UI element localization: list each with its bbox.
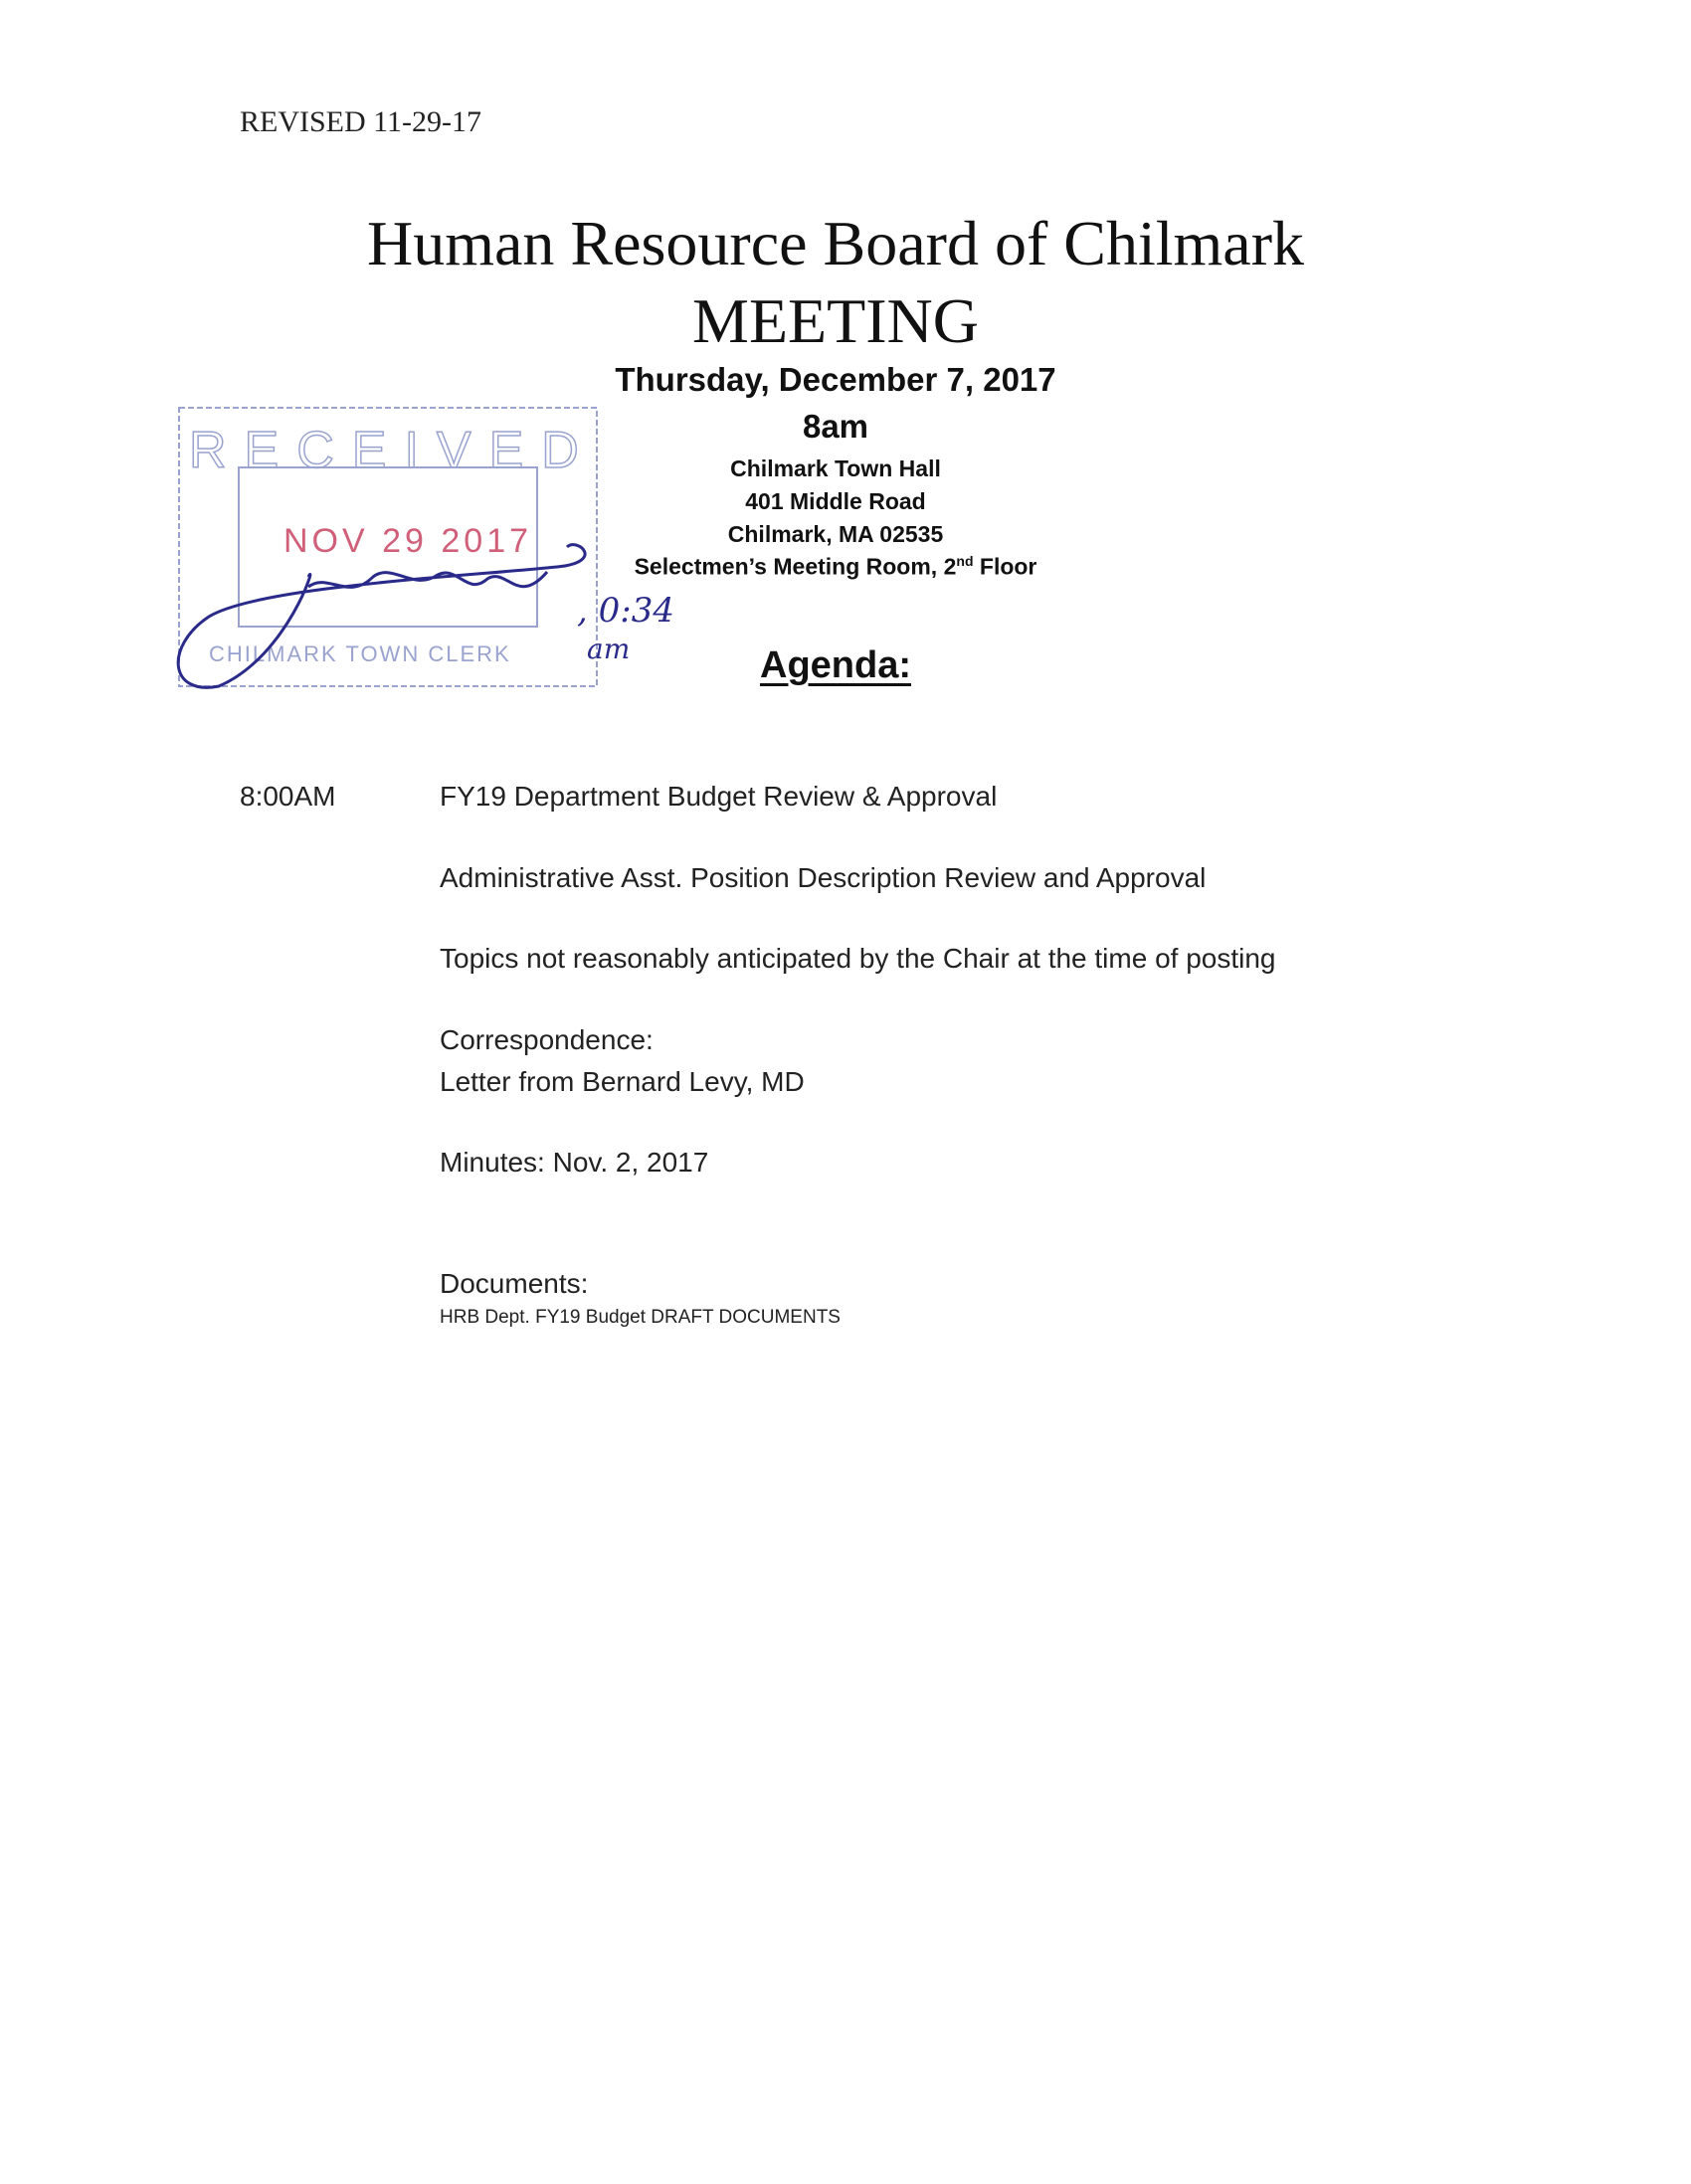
address-line-1: Chilmark Town Hall: [730, 455, 941, 481]
handwritten-time: , 0:34: [577, 591, 674, 631]
meeting-room-suffix: Floor: [973, 553, 1037, 580]
agenda-item: Letter from Bernard Levy, MD: [440, 1066, 805, 1097]
meeting-time: 8am: [802, 408, 869, 445]
agenda-item: Documents:: [440, 1268, 589, 1299]
stamp-clerk-text: CHILMARK TOWN CLERK: [209, 641, 511, 666]
agenda-item: Topics not reasonably anticipated by the Chair at the time of posting: [440, 943, 1276, 974]
meeting-room-ordinal: nd: [956, 553, 974, 569]
stamp-date-text: NOV 29 2017: [283, 522, 533, 560]
handwritten-am: am: [587, 633, 631, 665]
page-subtitle: MEETING: [692, 285, 979, 356]
revised-date: REVISED 11-29-17: [240, 105, 482, 138]
meeting-date: Thursday, December 7, 2017: [615, 361, 1056, 398]
page-title: Human Resource Board of Chilmark: [367, 208, 1304, 278]
stamp-received-text: RECEIVED: [189, 422, 597, 479]
agenda-item: FY19 Department Budget Review & Approval: [440, 781, 998, 812]
agenda-time: 8:00AM: [240, 781, 336, 812]
agenda-item: HRB Dept. FY19 Budget DRAFT DOCUMENTS: [440, 1307, 841, 1328]
agenda-item: Administrative Asst. Position Description Review and Approval: [440, 862, 1207, 893]
address-line-2: 401 Middle Road: [745, 488, 926, 514]
agenda-item: Minutes: Nov. 2, 2017: [440, 1147, 709, 1178]
address-line-3: Chilmark, MA 02535: [727, 521, 944, 547]
agenda-heading: Agenda:: [760, 644, 911, 686]
meeting-room-prefix: Selectmen’s Meeting Room, 2: [634, 553, 957, 580]
agenda-item: Correspondence:: [440, 1024, 654, 1055]
